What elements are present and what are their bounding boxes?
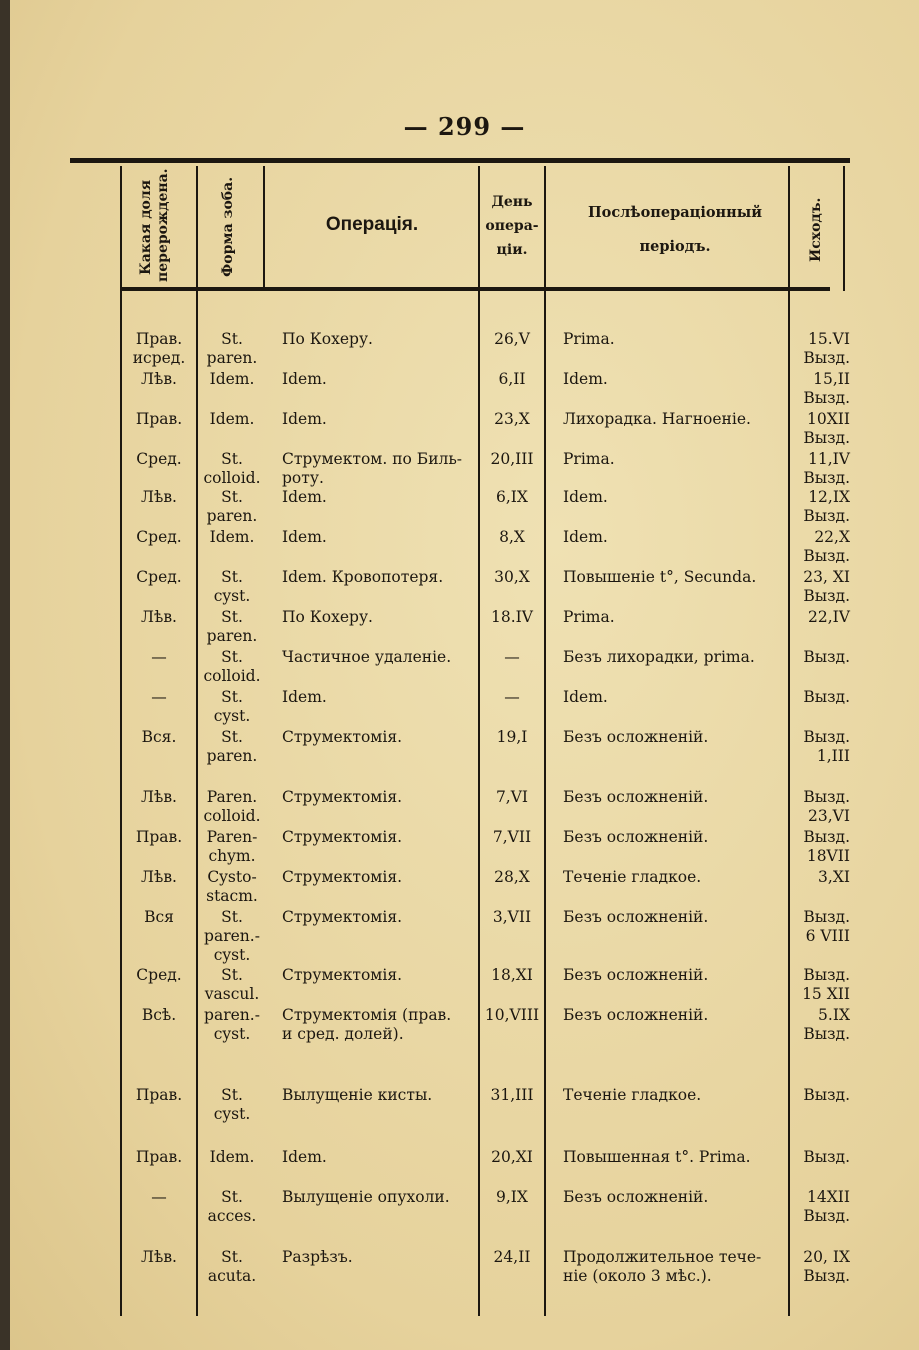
row-postop-period: Prima. <box>563 330 615 348</box>
row-lobe: Прав. <box>135 1086 183 1104</box>
row-operation: Частичное удаленіе. <box>282 648 452 666</box>
row-lobe: Вся. <box>141 728 177 746</box>
row-postop-period: Теченіе гладкое. <box>563 868 702 886</box>
row-goiter-form: St. acces. <box>207 1188 257 1225</box>
row-outcome: Вызд. <box>803 688 850 706</box>
row-goiter-form: St. cyst. <box>213 688 251 725</box>
row-goiter-form: paren.- cyst. <box>204 1006 260 1043</box>
row-operation-day: 28,X <box>494 868 530 886</box>
row-operation-day: 18.IV <box>491 608 533 626</box>
row-postop-period: Idem. <box>563 688 608 706</box>
row-goiter-form: Idem. <box>209 528 255 546</box>
row-outcome: 5.IX Вызд. <box>803 1006 850 1043</box>
row-outcome: 12,IX Вызд. <box>803 488 850 525</box>
column-divider <box>120 166 122 1316</box>
row-operation-day: 18,XI <box>491 966 533 984</box>
row-outcome: 23, XI Вызд. <box>803 568 850 605</box>
row-outcome: Вызд. 15 XII <box>802 966 850 1003</box>
row-goiter-form: Idem. <box>209 370 255 388</box>
header-bottom-rule <box>120 287 830 291</box>
row-goiter-form: St. paren. <box>206 330 258 367</box>
row-postop-period: Безъ осложненій. <box>563 1188 709 1206</box>
row-operation: Idem. Кровопотеря. <box>282 568 444 586</box>
row-operation: Струмектомія. <box>282 966 403 984</box>
row-lobe: — <box>151 1188 167 1206</box>
row-operation-day: 8,X <box>499 528 525 546</box>
row-outcome: 14XII Вызд. <box>803 1188 850 1225</box>
row-lobe: Прав. <box>135 828 183 846</box>
row-postop-period: Лихорадка. Нагноеніе. <box>563 410 751 428</box>
row-operation-day: 26,V <box>494 330 530 348</box>
row-postop-period: Idem. <box>563 488 608 506</box>
row-operation: Idem. <box>282 1148 327 1166</box>
row-outcome: 10XII Вызд. <box>803 410 850 447</box>
row-operation: Струмектомія. <box>282 828 403 846</box>
row-operation: Idem. <box>282 488 327 506</box>
row-operation-day: 7,VI <box>495 788 529 806</box>
row-goiter-form: St. paren. <box>206 608 258 645</box>
row-lobe: Сред. <box>136 568 182 586</box>
row-operation: Струмектомія. <box>282 728 403 746</box>
row-operation: Idem. <box>282 410 327 428</box>
row-goiter-form: St. acuta. <box>207 1248 257 1285</box>
header-day: День опера- ціи. <box>485 194 539 258</box>
row-operation: Разрѣзъ. <box>282 1248 353 1266</box>
row-outcome: 3,XI <box>818 868 850 886</box>
row-postop-period: Prima. <box>563 450 615 468</box>
row-operation-day: 30,X <box>494 568 530 586</box>
row-postop-period: Безъ осложненій. <box>563 788 709 806</box>
row-outcome: Вызд. <box>803 1086 850 1104</box>
row-operation: Idem. <box>282 370 327 388</box>
row-operation: Струмектомія. <box>282 868 403 886</box>
row-goiter-form: St. colloid. <box>203 648 261 685</box>
row-goiter-form: St. cyst. <box>213 1086 251 1123</box>
row-lobe: Лѣв. <box>141 608 177 626</box>
row-operation-day: 7,VII <box>492 828 532 846</box>
row-operation: Струмектомія (прав. и сред. долей). <box>282 1006 452 1043</box>
row-outcome: Вызд. 18VII <box>803 828 850 865</box>
row-goiter-form: St. paren. <box>206 728 258 765</box>
row-operation: Струмектомія. <box>282 908 403 926</box>
row-operation: По Кохеру. <box>282 330 373 348</box>
row-goiter-form: Paren- chym. <box>206 828 258 865</box>
row-lobe: Лѣв. <box>141 788 177 806</box>
header-outcome: Исходъ. <box>808 197 824 263</box>
row-operation: Idem. <box>282 688 327 706</box>
column-divider <box>263 166 265 291</box>
row-operation-day: 3,VII <box>492 908 532 926</box>
row-operation-day: 9,IX <box>496 1188 528 1206</box>
row-outcome: 22,X Вызд. <box>803 528 850 565</box>
row-outcome: Вызд. <box>803 1148 850 1166</box>
row-lobe: Прав. <box>135 1148 183 1166</box>
column-divider <box>843 166 845 291</box>
row-operation-day: 20,XI <box>491 1148 533 1166</box>
header-postop: Послѣоперaціонный періодъ. <box>587 204 763 255</box>
row-operation: Вылущеніе кисты. <box>282 1086 433 1104</box>
row-lobe: Лѣв. <box>141 868 177 886</box>
row-postop-period: Повышенная t°. Prima. <box>563 1148 751 1166</box>
row-operation-day: 24,II <box>493 1248 531 1266</box>
row-goiter-form: Cysto- stacm. <box>206 868 258 905</box>
row-postop-period: Безъ осложненій. <box>563 828 709 846</box>
row-lobe: Лѣв. <box>141 1248 177 1266</box>
row-operation-day: 6,II <box>498 370 526 388</box>
header-lobe: Какая доля перерождена. <box>138 168 171 282</box>
row-outcome: Вызд. <box>803 648 850 666</box>
row-operation: По Кохеру. <box>282 608 373 626</box>
row-lobe: Сред. <box>136 966 182 984</box>
row-operation-day: 10,VIII <box>484 1006 540 1024</box>
row-goiter-form: St. paren.- cyst. <box>204 908 260 964</box>
header-operation: Операція. <box>325 214 419 235</box>
row-postop-period: Prima. <box>563 608 615 626</box>
row-postop-period: Теченіе гладкое. <box>563 1086 702 1104</box>
row-outcome: 15,II Вызд. <box>803 370 850 407</box>
row-outcome: 15.VI Вызд. <box>803 330 850 367</box>
row-postop-period: Безъ осложненій. <box>563 966 709 984</box>
row-lobe: Прав. исред. <box>132 330 186 367</box>
row-lobe: Вся <box>144 908 174 926</box>
row-goiter-form: St. cyst. <box>213 568 251 605</box>
row-operation-day: 31,III <box>490 1086 534 1104</box>
row-goiter-form: Idem. <box>209 1148 255 1166</box>
row-operation-day: 23,X <box>494 410 530 428</box>
page-number: — 299 — <box>403 112 526 141</box>
row-outcome: 22,IV <box>808 608 850 626</box>
row-goiter-form: Paren. colloid. <box>203 788 261 825</box>
surgery-table <box>70 158 850 1318</box>
row-lobe: Лѣв. <box>141 370 177 388</box>
row-operation-day: 20,III <box>490 450 534 468</box>
row-postop-period: Безъ осложненій. <box>563 1006 709 1024</box>
row-outcome: Вызд. 6 VIII <box>803 908 850 945</box>
row-operation: Вылущеніе опухоли. <box>282 1188 450 1206</box>
row-lobe: Сред. <box>136 528 182 546</box>
row-postop-period: Безъ лихорадки, prima. <box>563 648 755 666</box>
row-postop-period: Безъ осложненій. <box>563 728 709 746</box>
row-lobe: — <box>151 688 167 706</box>
row-goiter-form: St. colloid. <box>203 450 261 487</box>
row-postop-period: Idem. <box>563 528 608 546</box>
row-operation-day: 19,I <box>496 728 528 746</box>
column-divider <box>544 166 546 1316</box>
book-page <box>10 0 919 1350</box>
row-goiter-form: St. vascul. <box>204 966 260 1003</box>
header-form: Форма зоба. <box>220 176 236 278</box>
row-operation-day: 6,IX <box>496 488 528 506</box>
row-outcome: Вызд. 23,VI <box>803 788 850 825</box>
table-top-rule <box>70 158 850 163</box>
row-lobe: Всѣ. <box>141 1006 177 1024</box>
row-operation: Струмектом. по Биль- роту. <box>282 450 463 487</box>
row-lobe: — <box>151 648 167 666</box>
row-postop-period: Idem. <box>563 370 608 388</box>
row-outcome: 20, IX Вызд. <box>803 1248 850 1285</box>
row-operation-day: — <box>504 688 520 706</box>
row-postop-period: Повышеніе t°, Secunda. <box>563 568 757 586</box>
row-operation: Струмектомія. <box>282 788 403 806</box>
row-operation: Idem. <box>282 528 327 546</box>
row-lobe: Прав. <box>135 410 183 428</box>
row-goiter-form: St. paren. <box>206 488 258 525</box>
row-lobe: Лѣв. <box>141 488 177 506</box>
row-outcome: 11,IV Вызд. <box>803 450 850 487</box>
row-operation-day: — <box>504 648 520 666</box>
row-outcome: Вызд. 1,III <box>803 728 850 765</box>
row-lobe: Сред. <box>136 450 182 468</box>
row-postop-period: Безъ осложненій. <box>563 908 709 926</box>
row-postop-period: Продолжительное тече- ніе (около 3 мѣс.). <box>563 1248 762 1285</box>
row-goiter-form: Idem. <box>209 410 255 428</box>
